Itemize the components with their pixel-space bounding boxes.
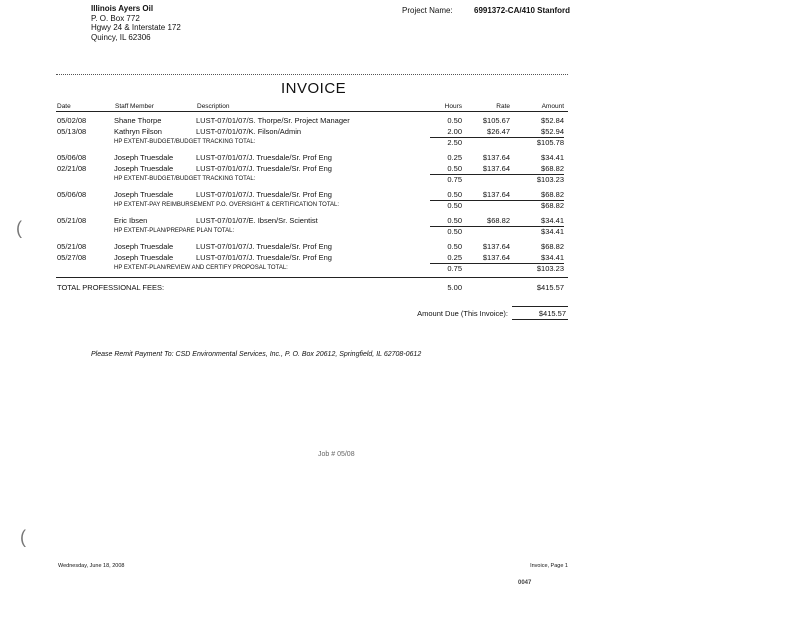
cell-amount: $34.41 [541,253,564,262]
cell-rate: $105.67 [482,116,510,125]
cell-amount: $68.82 [541,190,564,199]
subtotal-label: HP EXTENT-PLAN/REVIEW AND CERTIFY PROPOSAL TOTAL: [114,265,288,271]
dotted-divider [56,74,568,75]
cell-date: 05/27/08 [57,253,87,262]
cell-staff: Joseph Truesdale [114,253,174,262]
address-line-1: Illinois Ayers Oil [91,4,154,13]
cell-staff: Kathryn Filson [114,127,162,136]
cell-amount: $34.41 [541,153,564,162]
total-amount: $415.57 [536,283,564,292]
col-rate: Rate [496,103,510,110]
subtotal-amount: $103.23 [536,264,564,273]
cell-desc: LUST-07/01/07/J. Truesdale/Sr. Prof Eng [196,242,332,251]
cell-staff: Shane Thorpe [114,116,162,125]
address-line-3: Hgwy 24 & Interstate 172 [91,23,181,32]
cell-staff: Joseph Truesdale [114,190,174,199]
cell-amount: $68.82 [541,242,564,251]
cell-hours: 0.50 [447,164,462,173]
cell-desc: LUST-07/01/07/S. Thorpe/Sr. Project Manager [196,116,350,125]
subtotal-hours: 0.50 [447,227,462,236]
cell-amount: $34.41 [541,216,564,225]
cell-date: 05/06/08 [57,153,87,162]
cell-rate: $26.47 [487,127,510,136]
amount-due-value: $415.57 [538,309,566,318]
footer-date: Wednesday, June 18, 2008 [58,563,125,569]
cell-amount: $52.94 [541,127,564,136]
cell-date: 05/21/08 [57,216,87,225]
col-date: Date [57,103,71,110]
amount-due-top-rule [512,306,568,307]
cell-staff: Joseph Truesdale [114,164,174,173]
cell-hours: 0.25 [447,153,462,162]
cell-hours: 0.50 [447,190,462,199]
cell-desc: LUST-07/01/07/E. Ibsen/Sr. Scientist [196,216,318,225]
header-rule [56,111,568,112]
cell-date: 05/13/08 [57,127,87,136]
cell-desc: LUST-07/01/07/J. Truesdale/Sr. Prof Eng [196,253,332,262]
binder-hole-mark-icon: ( [16,218,22,238]
cell-desc: LUST-07/01/07/J. Truesdale/Sr. Prof Eng [196,164,332,173]
col-amount: Amount [541,103,564,110]
invoice-title: INVOICE [281,80,347,97]
cell-rate: $137.64 [482,164,510,173]
footer-page: Invoice, Page 1 [530,563,568,569]
subtotal-label: HP EXTENT-BUDGET/BUDGET TRACKING TOTAL: [114,139,256,145]
page-stamp: 0047 [518,580,532,586]
subtotal-label: HP EXTENT-BUDGET/BUDGET TRACKING TOTAL: [114,176,256,182]
amount-due-bottom-rule [512,319,568,320]
cell-staff: Joseph Truesdale [114,242,174,251]
cell-desc: LUST-07/01/07/J. Truesdale/Sr. Prof Eng [196,190,332,199]
subtotal-hours: 0.75 [447,264,462,273]
subtotal-amount: $103.23 [536,175,564,184]
cell-rate: $137.64 [482,153,510,162]
total-rule [56,277,568,278]
subtotal-label: HP EXTENT-PLAN/PREPARE PLAN TOTAL: [114,228,235,234]
subtotal-hours: 0.50 [447,201,462,210]
cell-staff: Joseph Truesdale [114,153,174,162]
cell-date: 05/06/08 [57,190,87,199]
cell-staff: Eric Ibsen [114,216,148,225]
total-label: TOTAL PROFESSIONAL FEES: [57,283,165,292]
address-line-4: Quincy, IL 62306 [91,32,151,42]
cell-date: 05/02/08 [57,116,87,125]
cell-hours: 0.50 [447,242,462,251]
remit-instructions: Please Remit Payment To: CSD Environmental Services, Inc., P. O. Box 20612, Springfield, IL 62708-0612 [91,351,422,358]
cell-hours: 0.50 [447,116,462,125]
cell-date: 05/21/08 [57,242,87,251]
subtotal-label: HP EXTENT-PAY REIMBURSEMENT P.O. OVERSIGHT & CERTIFICATION TOTAL: [114,202,340,208]
subtotal-amount: $34.41 [541,227,564,236]
subtotal-amount: $68.82 [541,201,564,210]
cell-rate: $137.64 [482,242,510,251]
cell-rate: $137.64 [482,190,510,199]
cell-amount: $52.84 [541,116,564,125]
subtotal-amount: $105.78 [536,138,564,147]
col-description: Description [197,103,230,110]
project-name [402,6,571,15]
amount-due-label: Amount Due (This Invoice): [417,309,508,318]
col-hours: Hours [444,103,462,110]
address-line-2: P. O. Box 772 [91,13,140,23]
cell-desc: LUST-07/01/07/K. Filson/Admin [196,127,302,136]
cell-amount: $68.82 [541,164,564,173]
billing-address [91,4,181,42]
stray-scan-text: Job # 05/08 [318,451,355,458]
binder-hole-mark-icon: ( [20,527,26,547]
cell-rate: $137.64 [482,253,510,262]
cell-desc: LUST-07/01/07/J. Truesdale/Sr. Prof Eng [196,153,332,162]
cell-hours: 2.00 [447,127,462,136]
cell-date: 02/21/08 [57,164,87,173]
cell-hours: 0.25 [447,253,462,262]
subtotal-hours: 0.75 [447,175,462,184]
cell-hours: 0.50 [447,216,462,225]
total-hours: 5.00 [447,283,462,292]
project-label: Project Name: [402,6,453,15]
subtotal-hours: 2.50 [447,138,462,147]
col-staff: Staff Member [115,103,154,110]
project-value: 6991372-CA/410 Stanford [474,6,571,15]
cell-rate: $68.82 [487,216,510,225]
